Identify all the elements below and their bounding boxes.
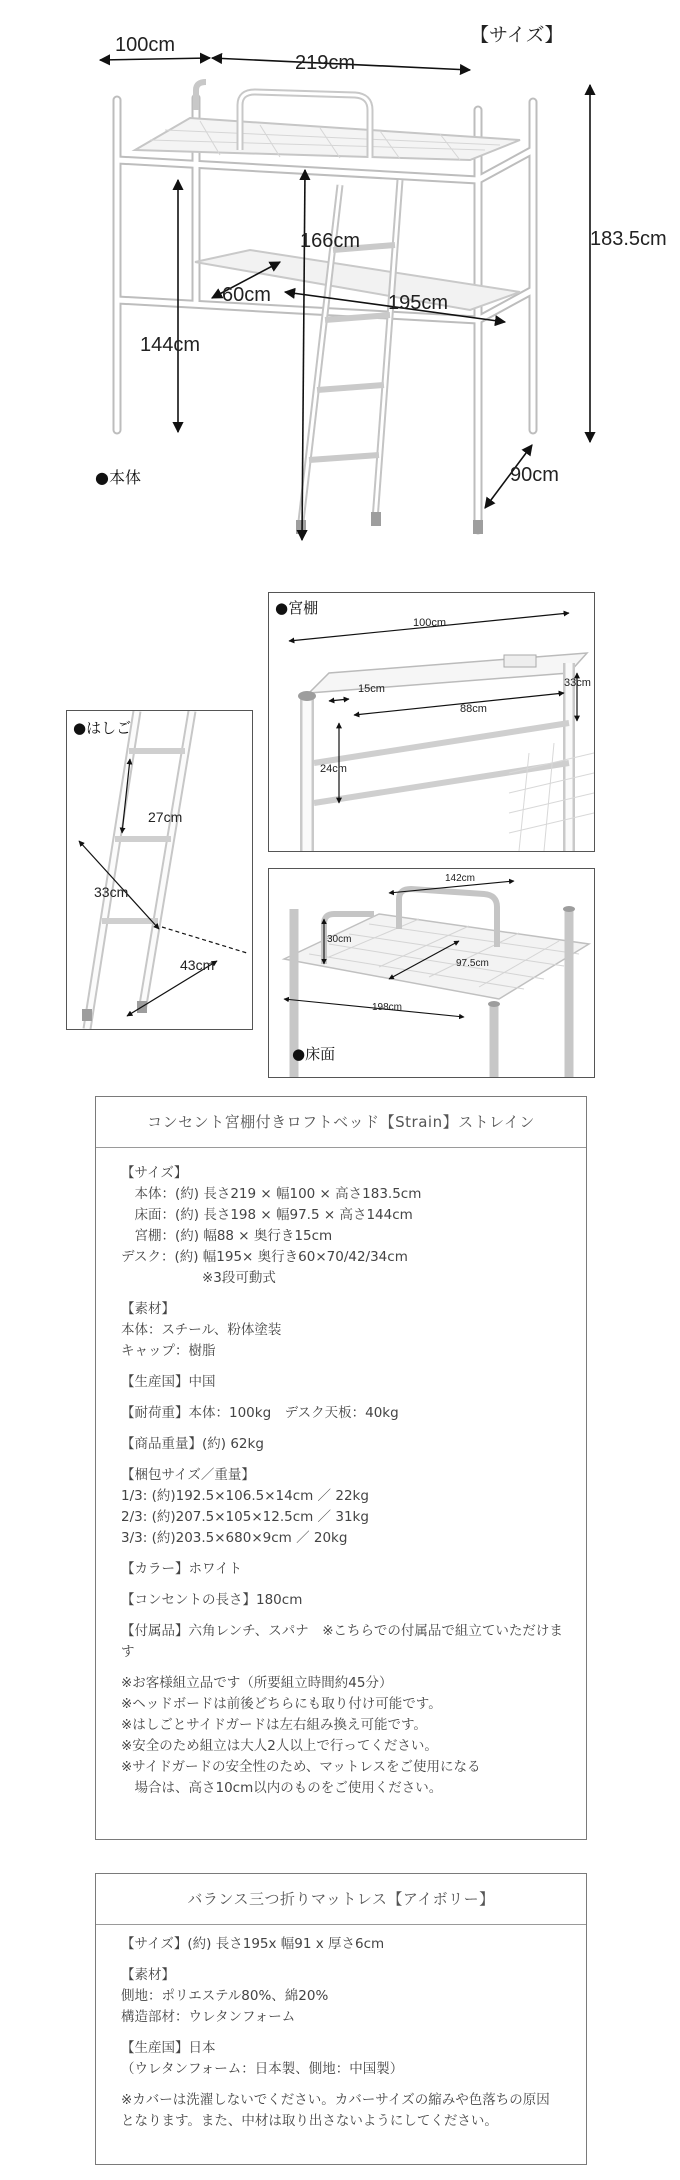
note-line: ※安全のため組立は大人2人以上で行ってください。 [121, 1738, 438, 1754]
size-line: 【サイズ】(約) 長さ195x 幅91 x 厚さ6cm [121, 1936, 385, 1952]
spec-box-loft-bed [95, 1096, 587, 1840]
accessory-line: 【付属品】六角レンチ、スパナ ※こちらでの付属品で組立ていただけます [121, 1623, 563, 1660]
outlet-line: 【コンセントの長さ】180cm [121, 1592, 303, 1608]
care-note: ※カバーは洗濯しないでください。カバーサイズの縮みや色落ちの原因となります。また、中材は取り出さないようにしてください。 [121, 2092, 550, 2129]
package-line: 1/3: (約)192.5×106.5×14cm ／ 22kg [121, 1488, 369, 1504]
origin-heading: 【生産国】日本 [121, 2040, 216, 2056]
notes-group [121, 1673, 566, 1799]
color-line: 【カラー】ホワイト [121, 1561, 243, 1577]
spec-box-title: コンセント宮棚付きロフトベッド【Strain】ストレイン [147, 1113, 535, 1131]
size-line: 床面：(約) 長さ198 × 幅97.5 × 高さ144cm [121, 1207, 413, 1223]
shelf-dim-height-right: 33cm [564, 677, 591, 689]
ladder-dim-width: 33cm [94, 884, 129, 900]
material-heading: 【素材】 [121, 1301, 175, 1317]
dim-desk-depth: 60cm [222, 284, 271, 306]
note-line: ※サイドガードの安全性のため、マットレスをご使用になる [121, 1759, 481, 1775]
package-line: 3/3: (約)203.5×680×9cm ／ 20kg [121, 1530, 348, 1546]
origin-sub: （ウレタンフォーム：日本製、側地：中国製） [121, 2061, 404, 2077]
label-body: ●本体 [95, 468, 141, 487]
spec-box-mattress [95, 1873, 587, 2165]
size-line: 本体：(約) 長さ219 × 幅100 × 高さ183.5cm [121, 1186, 422, 1202]
size-group [121, 1163, 566, 1289]
spec-list [121, 1163, 566, 1809]
material-heading: 【素材】 [121, 1967, 175, 1983]
ladder-figure [66, 710, 253, 1030]
dim-ladder-height: 166cm [300, 230, 361, 252]
material-line: 側地：ポリエステル80%、綿20% [121, 1988, 329, 2004]
floor-dim-guard: 30cm [327, 934, 352, 945]
floor-dim-width: 142cm [445, 873, 476, 884]
ladder-label: ●はしご [73, 719, 132, 737]
package-heading: 【梱包サイズ／重量】 [121, 1467, 255, 1483]
floor-label: ●床面 [292, 1045, 336, 1063]
material-line: キャップ：樹脂 [121, 1343, 216, 1359]
note-line: ※お客様組立品です（所要組立時間約45分） [121, 1675, 393, 1691]
load-line: 【耐荷重】本体：100kg デスク天板：40kg [121, 1405, 399, 1421]
floor-dim-length: 198cm [372, 1002, 403, 1013]
material-group [121, 1965, 566, 2028]
origin-line: 【生産国】中国 [121, 1374, 216, 1390]
note-line: ※ヘッドボードは前後どちらにも取り付け可能です。 [121, 1696, 442, 1712]
note-line: ※はしごとサイドガードは左右組み換え可能です。 [121, 1717, 427, 1733]
spec-box-title: バランス三つ折りマットレス【アイボリー】 [187, 1890, 495, 1908]
shelf-dim-depth: 15cm [358, 683, 385, 695]
size-line: 宮棚：(約) 幅88 × 奥行き15cm [121, 1228, 333, 1244]
ladder-dim-depth: 43cm [180, 957, 215, 973]
dim-under-height: 144cm [140, 334, 201, 356]
shelf-figure [268, 592, 595, 852]
size-heading-line: 【サイズ】 [121, 1165, 188, 1181]
size-heading: 【サイズ】 [470, 24, 564, 46]
title-divider [96, 1924, 586, 1925]
size-line: デスク：(約) 幅195× 奥行き60×70/42/34cm [121, 1249, 408, 1265]
shelf-dim-inner: 88cm [460, 703, 487, 715]
shelf-label: ●宮棚 [275, 599, 319, 617]
shelf-dim-width: 100cm [413, 617, 447, 629]
package-group [121, 1465, 566, 1549]
material-group [121, 1299, 566, 1362]
dim-width-top: 100cm [115, 34, 176, 56]
shelf-dim-height-left: 24cm [320, 763, 347, 775]
origin-group [121, 2038, 566, 2080]
ladder-dim-step: 27cm [148, 809, 183, 825]
spec-list [121, 1934, 566, 2142]
material-line: 本体：スチール、粉体塗装 [121, 1322, 282, 1338]
title-divider [96, 1147, 586, 1148]
dim-height: 183.5cm [590, 228, 667, 250]
floor-dim-depth: 97.5cm [456, 958, 489, 969]
material-line: 構造部材：ウレタンフォーム [121, 2009, 296, 2025]
weight-line: 【商品重量】(約) 62kg [121, 1436, 264, 1452]
dim-desk-width: 195cm [388, 292, 449, 314]
dim-length-top: 219cm [295, 52, 356, 74]
package-line: 2/3: (約)207.5×105×12.5cm ／ 31kg [121, 1509, 369, 1525]
note-line: 場合は、高さ10cm以内のものをご使用ください。 [121, 1780, 443, 1796]
dim-leg-depth: 90cm [510, 464, 559, 486]
size-line: ※3段可動式 [121, 1270, 276, 1286]
